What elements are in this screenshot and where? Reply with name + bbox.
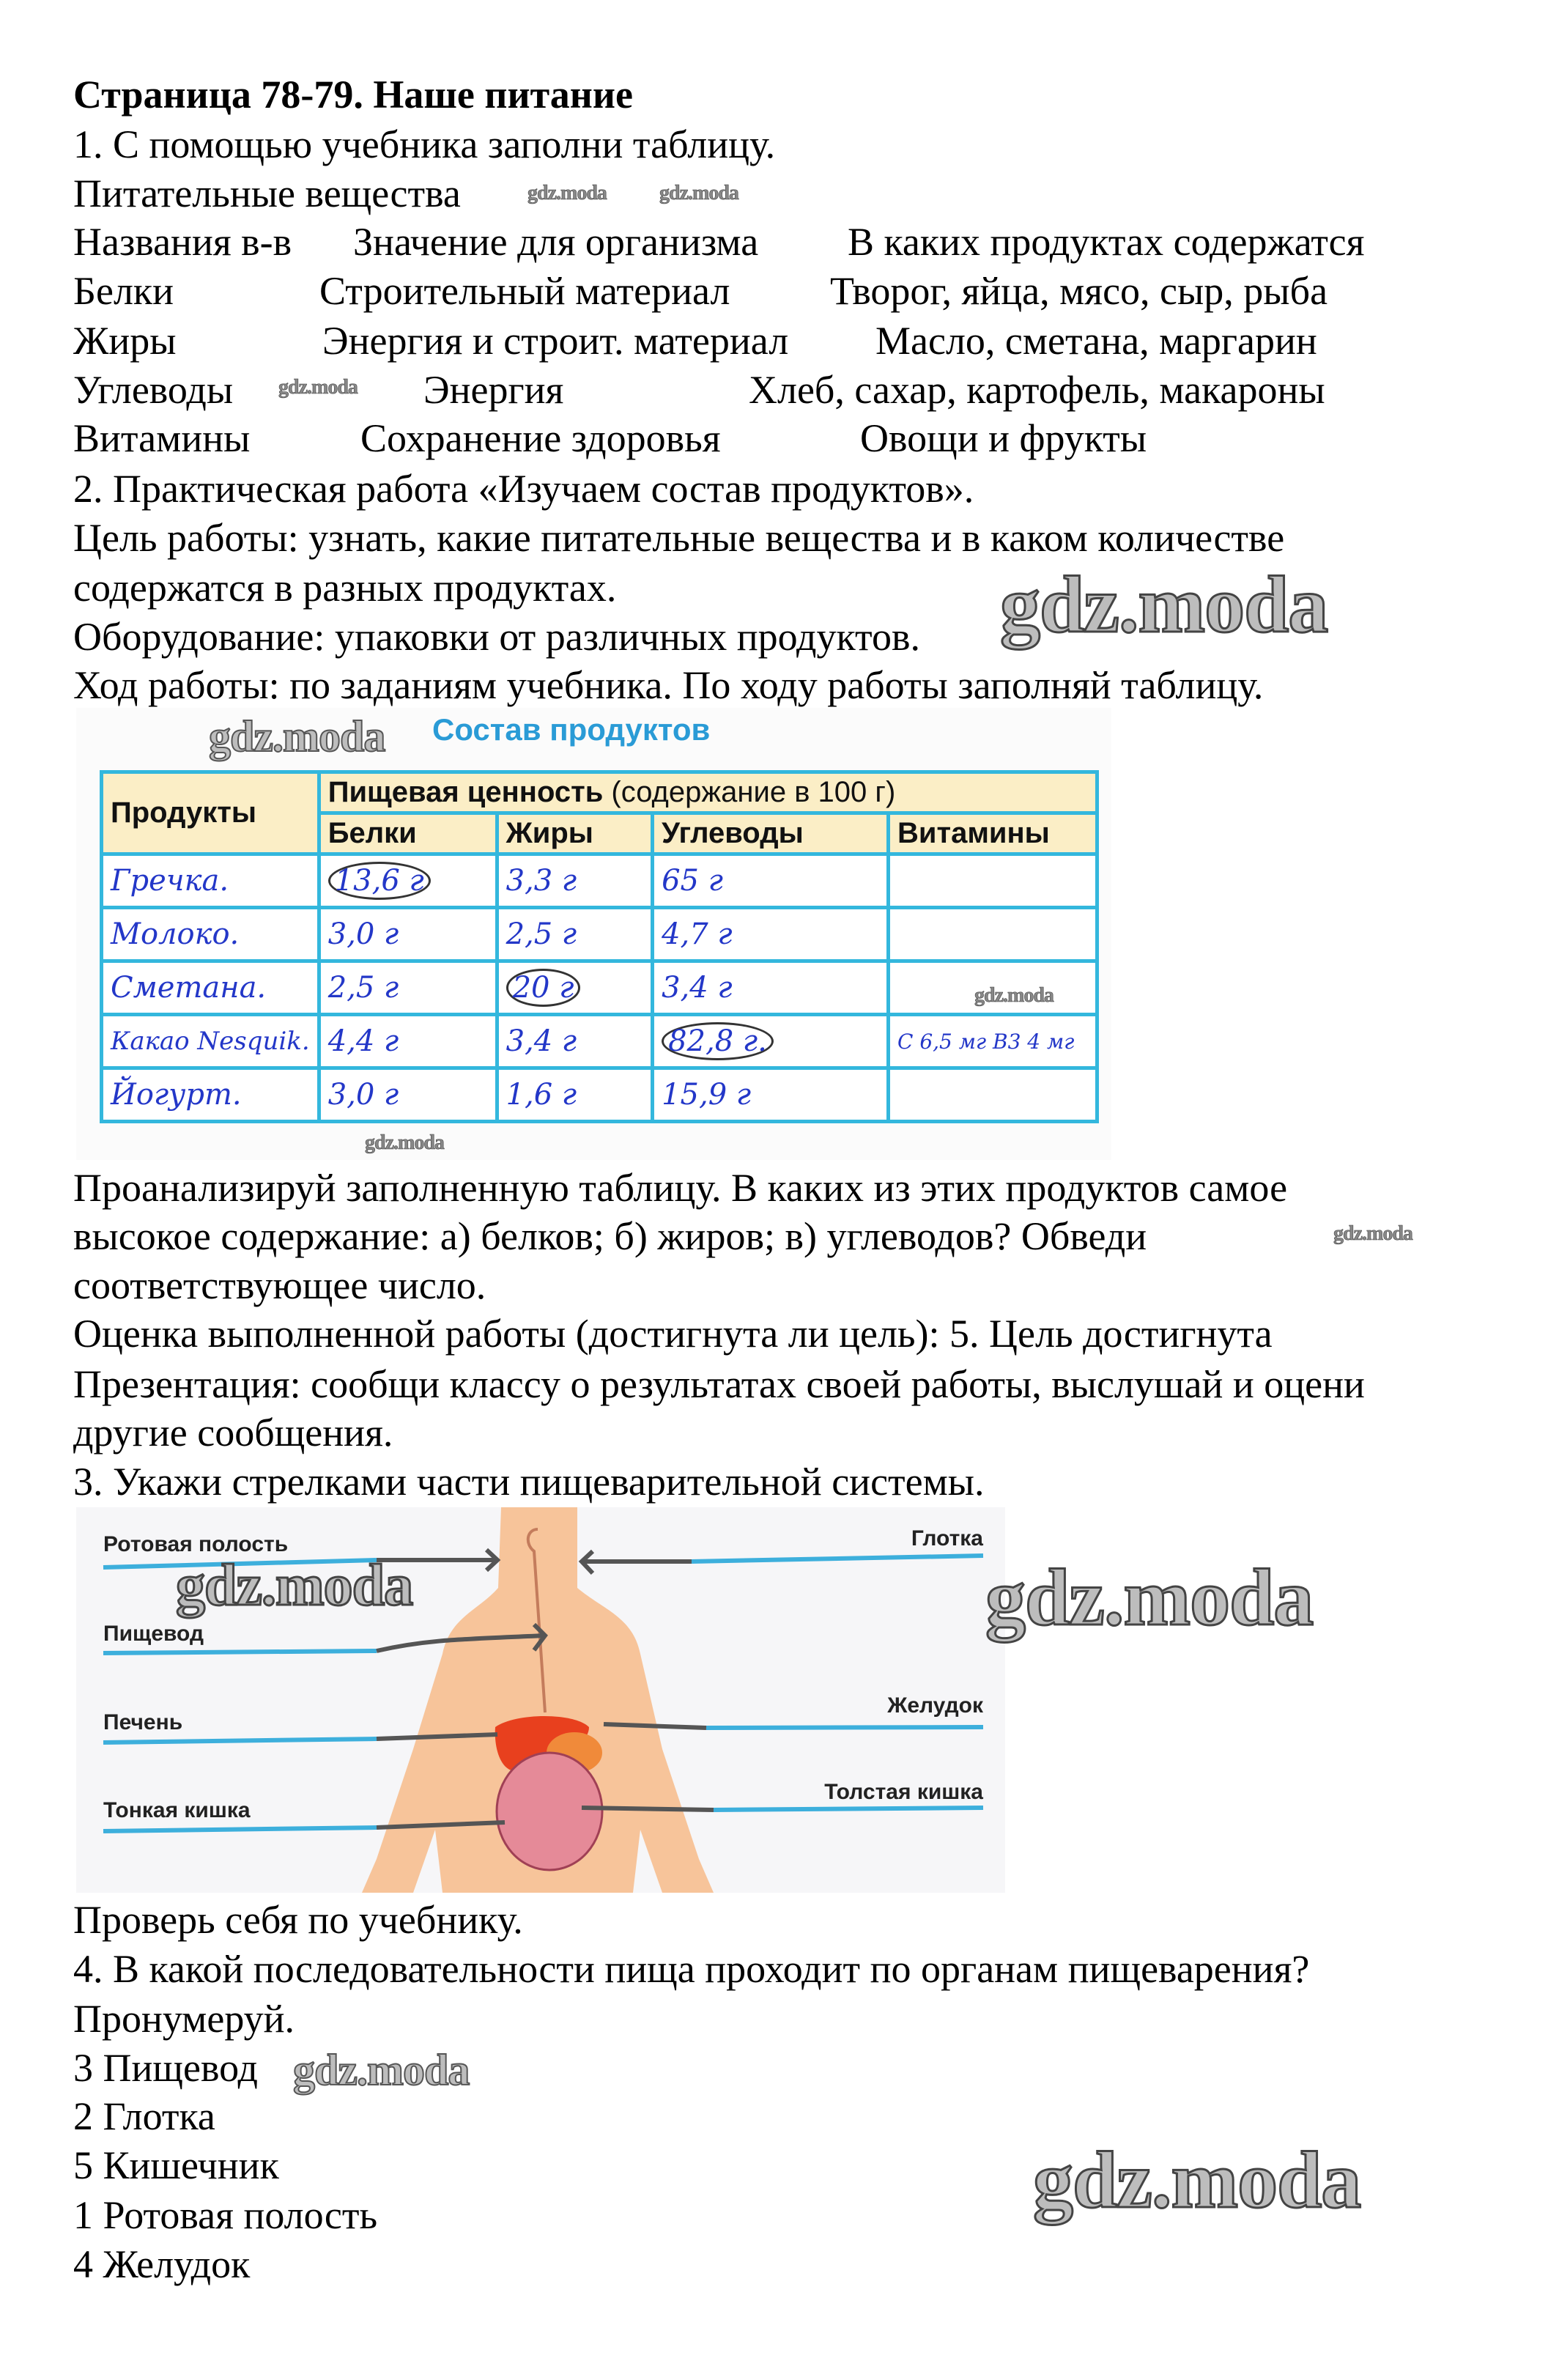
watermark: gdz.moda	[1333, 1222, 1412, 1245]
intestines	[497, 1753, 602, 1870]
label-pharynx: Глотка	[911, 1526, 983, 1551]
task2-text: 2. Практическая работа «Изучаем состав продуктов».	[73, 467, 974, 511]
col-vitamins: Витамины	[889, 813, 1097, 854]
task1-text: 1. С помощью учебника заполни таблицу.	[73, 122, 776, 166]
table-row	[102, 961, 1097, 1015]
group-header	[319, 772, 1097, 813]
cell	[889, 1068, 1097, 1122]
cell: Сохранение здоровья	[360, 416, 721, 460]
presentation-line-2: другие сообщения.	[73, 1411, 393, 1455]
cell: 3,4 г	[497, 1015, 652, 1068]
cell: 3,0 г	[319, 908, 497, 961]
group-bold: Пищевая ценность	[327, 776, 604, 808]
header-meaning: Значение для организма	[353, 220, 759, 264]
col-fats: Жиры	[497, 813, 652, 854]
equipment: Оборудование: упаковки от различных продуктов.	[73, 615, 920, 659]
circled-value: 13,6 г	[328, 862, 431, 900]
cell: Хлеб, сахар, картофель, макароны	[749, 368, 1325, 412]
product-composition-photo	[76, 708, 1111, 1160]
cell: Витамины	[73, 416, 251, 460]
watermark: gdz.moda	[293, 2046, 470, 2094]
cell: 4,4 г	[319, 1015, 497, 1068]
watermark: gdz.moda	[209, 712, 385, 761]
header-name: Названия в-в	[73, 220, 292, 264]
sequence-item: 2 Глотка	[73, 2094, 215, 2138]
cell	[319, 854, 497, 908]
task4-line-1: 4. В какой последовательности пища проходит по органам пищеварения?	[73, 1947, 1310, 1991]
analyze-line-2: высокое содержание: а) белков; б) жиров; в) углеводов? Обведи	[73, 1214, 1147, 1258]
cell: 3,3 г	[497, 854, 652, 908]
table-row	[102, 854, 1097, 908]
composition-table	[100, 770, 1099, 1123]
analyze-line-3: соответствующее число.	[73, 1263, 486, 1307]
cell: Какао Nesquik.	[102, 1015, 319, 1068]
cell: 2,5 г	[497, 908, 652, 961]
nutrients-title: Питательные вещества	[73, 171, 461, 215]
cell: Овощи и фрукты	[860, 416, 1147, 460]
cell: Белки	[73, 269, 174, 313]
table-row	[102, 1015, 1097, 1068]
cell: 3,4 г	[653, 961, 889, 1015]
watermark: gdz.moda	[1000, 560, 1328, 649]
composition-title: Состав продуктов	[432, 712, 711, 747]
watermark: gdz.moda	[527, 182, 607, 204]
procedure: Ход работы: по заданиям учебника. По ходу работы заполняй таблицу.	[73, 663, 1264, 707]
cell: Масло, сметана, маргарин	[875, 319, 1317, 363]
cell: Гречка.	[102, 854, 319, 908]
col-products: Продукты	[102, 772, 319, 854]
watermark: gdz.moda	[1033, 2135, 1361, 2225]
cell: Жиры	[73, 319, 177, 363]
header-products: В каких продуктах содержатся	[848, 220, 1365, 264]
cell: Творог, яйца, мясо, сыр, рыба	[830, 269, 1328, 313]
watermark: gdz.moda	[176, 1553, 413, 1618]
cell	[653, 1015, 889, 1068]
task4-line-2: Пронумеруй.	[73, 1997, 295, 2041]
cell: 15,9 г	[653, 1068, 889, 1122]
cell	[889, 854, 1097, 908]
sequence-item: 4 Желудок	[73, 2242, 251, 2286]
table-row	[102, 1068, 1097, 1122]
goal-line-1: Цель работы: узнать, какие питательные вещества и в каком количестве	[73, 516, 1285, 560]
cell: 4,7 г	[653, 908, 889, 961]
check-text: Проверь себя по учебнику.	[73, 1898, 523, 1942]
task3-text: 3. Укажи стрелками части пищеварительной системы.	[73, 1460, 985, 1504]
presentation-line-1: Презентация: сообщи классу о результатах своей работы, выслушай и оцени	[73, 1362, 1365, 1406]
cell: Энергия	[423, 368, 564, 412]
circled-value: 82,8 г.	[662, 1022, 774, 1060]
circled-value: 20 г	[506, 969, 581, 1007]
cell	[497, 961, 652, 1015]
evaluation: Оценка выполненной работы (достигнута ли цель): 5. Цель достигнута	[73, 1312, 1273, 1356]
label-small-intestine: Тонкая кишка	[103, 1798, 251, 1822]
label-stomach: Желудок	[887, 1693, 983, 1718]
cell: Строительный материал	[319, 269, 730, 313]
watermark: gdz.moda	[985, 1553, 1314, 1642]
sequence-item: 5 Кишечник	[73, 2143, 279, 2187]
cell: 1,6 г	[497, 1068, 652, 1122]
cell	[889, 908, 1097, 961]
label-liver: Печень	[103, 1710, 183, 1734]
sequence-item: 1 Ротовая полость	[73, 2193, 378, 2237]
watermark: gdz.moda	[974, 984, 1053, 1007]
cell: 3,0 г	[319, 1068, 497, 1122]
analyze-line-1: Проанализируй заполненную таблицу. В каких из этих продуктов самое	[73, 1166, 1288, 1210]
cell: Молоко.	[102, 908, 319, 961]
watermark: gdz.moda	[659, 182, 738, 204]
cell: 2,5 г	[319, 961, 497, 1015]
goal-line-2: содержатся в разных продуктах.	[73, 566, 617, 610]
cell: Углеводы	[73, 368, 234, 412]
cell: Сметана.	[102, 961, 319, 1015]
table-row	[102, 908, 1097, 961]
watermark: gdz.moda	[365, 1131, 444, 1154]
cell: Энергия и строит. материал	[322, 319, 789, 363]
col-proteins: Белки	[319, 813, 497, 854]
label-large-intestine: Толстая кишка	[824, 1780, 983, 1804]
watermark: gdz.moda	[278, 376, 358, 399]
cell: 65 г	[653, 854, 889, 908]
group-note: (содержание в 100 г)	[611, 776, 896, 808]
sequence-item: 3 Пищевод	[73, 2046, 258, 2090]
cell: С 6,5 мг В3 4 мг	[889, 1015, 1097, 1068]
cell: Йогурт.	[102, 1068, 319, 1122]
label-esophagus: Пищевод	[103, 1622, 204, 1646]
label-mouth: Ротовая полость	[103, 1532, 289, 1556]
page-title: Страница 78-79. Наше питание	[73, 73, 633, 117]
col-carbs: Углеводы	[653, 813, 889, 854]
